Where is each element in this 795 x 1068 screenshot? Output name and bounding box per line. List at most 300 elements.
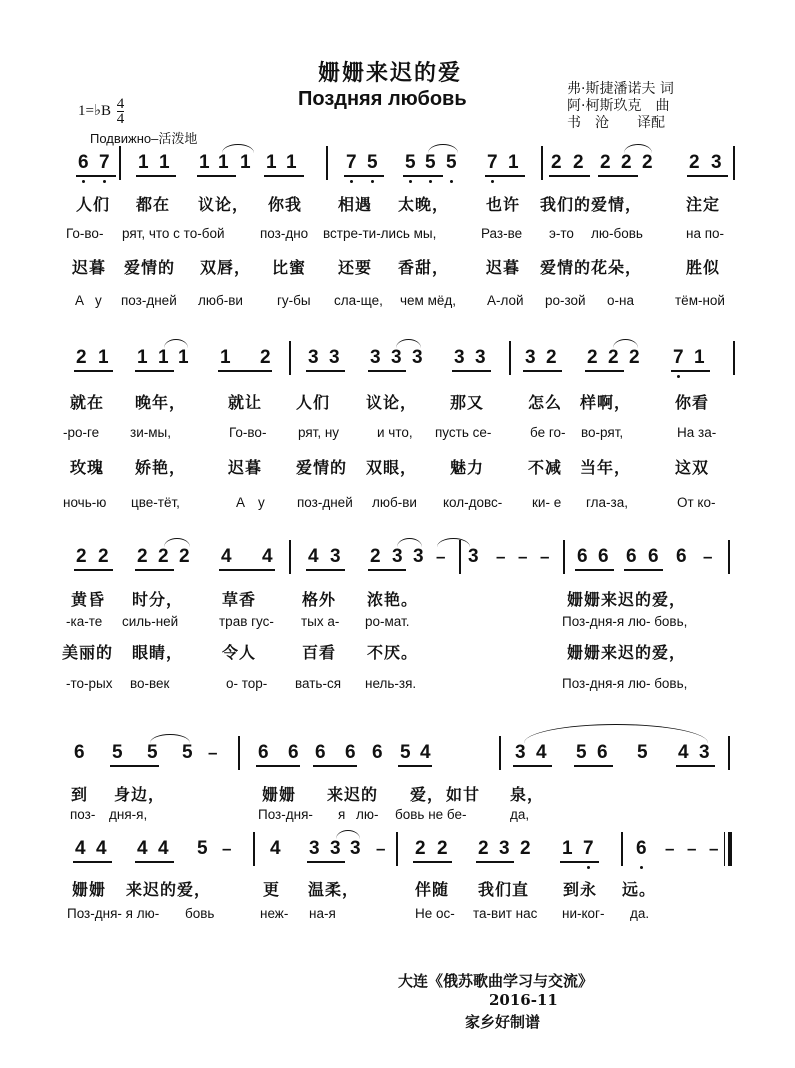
tie-slur <box>613 339 638 348</box>
note: 3 <box>370 347 381 368</box>
note: 4 <box>158 838 169 859</box>
tie-slur <box>164 538 190 547</box>
beam-underline <box>560 861 599 863</box>
note: 6 <box>626 546 637 567</box>
lyric-chinese: 令人 <box>222 643 257 662</box>
beam-underline <box>264 175 304 177</box>
beam-underline <box>452 370 491 372</box>
beam-underline <box>398 765 432 767</box>
bar-line <box>728 736 730 770</box>
note: 4 <box>96 838 107 859</box>
beam-underline <box>110 765 159 767</box>
note: 3 <box>711 152 722 173</box>
beam-underline <box>76 175 116 177</box>
note: 3 <box>392 546 403 567</box>
lyric-chinese: 你看 <box>675 393 710 412</box>
note: 5 <box>446 152 457 173</box>
lyric-chinese: 不厌。 <box>367 643 419 662</box>
note: 1 <box>159 152 170 173</box>
note: 5 <box>425 152 436 173</box>
lyric-russian: поз- <box>70 807 96 822</box>
lyric-russian: А-лой <box>487 293 524 308</box>
lyric-chinese: 魅力 <box>450 458 485 477</box>
bar-line <box>563 540 565 574</box>
note: 5 <box>147 742 158 763</box>
lyric-chinese: 娇艳， <box>135 458 187 477</box>
note: 5 <box>400 742 411 763</box>
beam-underline <box>74 569 113 571</box>
footer-date: 2016-11 <box>489 991 558 1009</box>
beam-underline <box>307 861 345 863</box>
lyric-russian: рят, ну <box>298 425 340 440</box>
note: 7 <box>487 152 498 173</box>
lyric-chinese: 都在 <box>136 195 171 214</box>
lyric-russian: Го-во- <box>229 425 267 440</box>
lyric-russian: А <box>236 495 246 510</box>
final-bar-line-thick <box>728 832 732 866</box>
lyric-chinese: 到永 <box>563 880 598 899</box>
lyric-russian: да, <box>510 807 530 822</box>
lyric-russian: лю-бовь <box>591 226 643 241</box>
lyric-chinese: 到 <box>71 785 89 804</box>
lyric-russian: пусть се- <box>435 425 492 440</box>
note: 2 <box>158 546 169 567</box>
lyric-russian: тых а- <box>301 614 340 629</box>
note: 3 <box>391 347 402 368</box>
note: 6 <box>676 546 687 567</box>
note: 1 <box>220 347 231 368</box>
beam-underline <box>575 569 614 571</box>
note: 6 <box>288 742 299 763</box>
note: 3 <box>350 838 361 859</box>
beam-underline <box>676 765 715 767</box>
beam-underline <box>523 370 562 372</box>
note: 3 <box>525 347 536 368</box>
beam-underline <box>219 569 275 571</box>
note: 6 <box>597 742 608 763</box>
tempo-marking: Подвижно–活泼地 <box>90 131 198 146</box>
note: 1 <box>240 152 251 173</box>
time-sig-top: 4 <box>116 96 125 112</box>
note: 2 <box>573 152 584 173</box>
lyric-chinese: 美丽的 <box>62 643 114 662</box>
note: 3 <box>699 742 710 763</box>
note: 3 <box>475 347 486 368</box>
note: 3 <box>454 347 465 368</box>
lyric-russian: ро-мат. <box>365 614 410 629</box>
lyric-russian: рят, что с то-бой <box>122 226 225 241</box>
note: 4 <box>270 838 281 859</box>
lyric-chinese: 迟暮 <box>486 258 521 277</box>
lyric-russian: -ка-те <box>66 614 103 629</box>
lyric-chinese: 比蜜 <box>272 258 307 277</box>
note: 2 <box>179 546 190 567</box>
tie-slur <box>164 339 188 348</box>
lyric-chinese: 议论， <box>366 393 418 412</box>
lyric-chinese: 玫瑰 <box>70 458 105 477</box>
lyric-russian: зи-мы, <box>130 425 171 440</box>
note: 3 <box>468 546 479 567</box>
lyric-russian: во-век <box>130 676 170 691</box>
note: 1 <box>138 152 149 173</box>
lyric-russian: люб-ви <box>372 495 417 510</box>
beam-underline <box>671 370 710 372</box>
lyric-russian: -ро-ге <box>63 425 100 440</box>
lyricist-credit: 弗·斯捷潘诺夫 词 <box>567 81 674 97</box>
note: 3 <box>412 347 423 368</box>
note: 4 <box>137 838 148 859</box>
beam-underline <box>135 861 174 863</box>
lyric-russian: На за- <box>677 425 717 440</box>
bar-line <box>289 341 291 375</box>
note: 3 <box>413 546 424 567</box>
lyric-chinese: 议论， <box>198 195 250 214</box>
lyric-russian: Поз-дня-я лю- бовь, <box>562 676 688 691</box>
note: 3 <box>330 546 341 567</box>
beam-underline <box>368 370 406 372</box>
lyric-russian: о-на <box>607 293 634 308</box>
lyric-russian: лю- <box>356 807 379 822</box>
lyric-russian: ки- е <box>532 495 562 510</box>
lyric-chinese: 泉， <box>510 785 545 804</box>
note: 1 <box>694 347 705 368</box>
bar-line <box>733 146 735 180</box>
tie-slur <box>428 144 458 153</box>
lyric-russian: цве-тёт, <box>131 495 180 510</box>
beam-underline <box>403 175 443 177</box>
lyric-chinese: 我们直 <box>478 880 530 899</box>
beam-underline <box>687 175 728 177</box>
lyric-chinese: 姗姗来迟的爱， <box>567 590 687 609</box>
lyric-russian: бе го- <box>530 425 566 440</box>
note: 2 <box>629 347 640 368</box>
note: 2 <box>600 152 611 173</box>
beam-underline <box>368 569 406 571</box>
note: 2 <box>642 152 653 173</box>
lyric-russian: поз-дно <box>260 226 309 241</box>
note: 6 <box>636 838 647 859</box>
lyric-chinese: 远。 <box>622 880 657 899</box>
note: 6 <box>648 546 659 567</box>
lyric-chinese: 我们的爱情， <box>540 195 643 214</box>
lyric-russian: нель-зя. <box>365 676 417 691</box>
lyric-russian: Не ос- <box>415 906 455 921</box>
lyric-chinese: 就让 <box>228 393 263 412</box>
note: 6 <box>577 546 588 567</box>
beam-underline <box>74 370 113 372</box>
note: 5 <box>197 838 208 859</box>
note: 1 <box>137 347 148 368</box>
lyric-chinese: 人们 <box>296 393 331 412</box>
lyric-russian: ночь-ю <box>63 495 107 510</box>
bar-line <box>733 341 735 375</box>
lyric-chinese: 迟暮 <box>72 258 107 277</box>
lyric-chinese: 样啊， <box>580 393 632 412</box>
song-title-chinese: 姗姗来迟的爱 <box>318 60 463 86</box>
note: 5 <box>576 742 587 763</box>
lyric-russian: и что, <box>377 425 413 440</box>
sustain-dash: – <box>436 547 446 566</box>
lyric-chinese: 眼睛， <box>132 643 184 662</box>
lyric-russian: неж- <box>260 906 289 921</box>
lyric-chinese: 这双 <box>675 458 710 477</box>
beam-underline <box>476 861 514 863</box>
lyric-chinese: 伴随 <box>415 880 450 899</box>
lyric-russian: А <box>75 293 85 308</box>
beam-underline <box>73 861 112 863</box>
lyric-chinese: 当年， <box>580 458 632 477</box>
note: 5 <box>405 152 416 173</box>
bar-line <box>326 146 328 180</box>
note: 2 <box>551 152 562 173</box>
note: 7 <box>99 152 110 173</box>
beam-underline <box>136 175 176 177</box>
note: 7 <box>673 347 684 368</box>
tie-slur <box>222 144 254 153</box>
lyric-chinese: 注定 <box>686 195 721 214</box>
sustain-dash: – <box>518 547 528 566</box>
lyric-chinese: 双唇， <box>200 258 252 277</box>
lyric-russian: Поз-дня-я лю- бовь, <box>562 614 688 629</box>
note: 5 <box>367 152 378 173</box>
note: 2 <box>621 152 632 173</box>
beam-underline <box>256 765 300 767</box>
beam-underline <box>624 569 663 571</box>
note: 1 <box>562 838 573 859</box>
note: 2 <box>76 546 87 567</box>
note: 6 <box>78 152 89 173</box>
note: 2 <box>689 152 700 173</box>
note: 6 <box>372 742 383 763</box>
lyric-chinese: 来迟的爱， <box>126 880 212 899</box>
lyric-chinese: 相遇 <box>338 195 373 214</box>
lyric-russian: да. <box>630 906 650 921</box>
lyric-chinese: 爱情的 <box>296 458 348 477</box>
beam-underline <box>218 370 272 372</box>
key-signature <box>78 97 124 126</box>
lyric-chinese: 姗姗 <box>72 880 107 899</box>
lyric-russian: гла-за, <box>586 495 628 510</box>
note: 4 <box>308 546 319 567</box>
bar-line <box>238 736 240 770</box>
beam-underline <box>513 765 552 767</box>
lyric-russian: вать-ся <box>295 676 342 691</box>
note: 4 <box>678 742 689 763</box>
note: 1 <box>218 152 229 173</box>
beam-underline <box>313 765 357 767</box>
note: 2 <box>587 347 598 368</box>
lyric-russian: поз-дней <box>297 495 353 510</box>
note: 6 <box>258 742 269 763</box>
lyric-chinese: 那又 <box>450 393 485 412</box>
lyric-chinese: 爱， <box>410 785 445 804</box>
bar-line <box>509 341 511 375</box>
lyric-russian: люб-ви <box>198 293 243 308</box>
lyric-russian: встре-ти-лись мы, <box>323 226 437 241</box>
note: 3 <box>515 742 526 763</box>
bar-line <box>253 832 255 866</box>
lyric-chinese: 人们 <box>76 195 111 214</box>
note: 1 <box>508 152 519 173</box>
lyric-chinese: 格外 <box>302 590 337 609</box>
note: 3 <box>499 838 510 859</box>
tie-slur <box>336 830 360 839</box>
beam-underline <box>549 175 590 177</box>
lyric-russian: сла-ще, <box>334 293 383 308</box>
note: 2 <box>478 838 489 859</box>
final-bar-line-thin <box>724 832 725 866</box>
bar-line <box>289 540 291 574</box>
lyric-russian: у <box>95 293 102 308</box>
sustain-dash: – <box>709 839 719 858</box>
lyric-russian: во-рят, <box>581 425 624 440</box>
lyric-chinese: 身边， <box>114 785 166 804</box>
lyric-chinese: 更 <box>263 880 281 899</box>
note: 1 <box>199 152 210 173</box>
note: 4 <box>221 546 232 567</box>
song-title-russian: Поздняя любовь <box>298 88 467 110</box>
key-label: 1=♭B <box>78 102 112 119</box>
note: 6 <box>345 742 356 763</box>
lyric-russian: Раз-ве <box>481 226 523 241</box>
lyric-chinese: 草香 <box>222 590 257 609</box>
sustain-dash: – <box>496 547 506 566</box>
lyric-russian: чем мёд, <box>400 293 456 308</box>
beam-underline <box>574 765 613 767</box>
note: 2 <box>370 546 381 567</box>
note: 5 <box>637 742 648 763</box>
lyric-russian: гу-бы <box>277 293 311 308</box>
note: 3 <box>309 838 320 859</box>
footer-author: 家乡好制谱 <box>465 1013 541 1031</box>
note: 4 <box>75 838 86 859</box>
lyric-chinese: 百看 <box>302 643 337 662</box>
lyric-chinese: 怎么 <box>528 393 563 412</box>
tie-slur <box>397 538 422 547</box>
lyric-russian: э-то <box>549 226 574 241</box>
lyric-russian: у <box>258 495 265 510</box>
lyric-russian: От ко- <box>677 495 716 510</box>
lyric-russian: на по- <box>686 226 725 241</box>
lyric-russian: дня-я, <box>109 807 148 822</box>
note: 2 <box>520 838 531 859</box>
sustain-dash: – <box>376 839 386 858</box>
note: 2 <box>437 838 448 859</box>
lyric-chinese: 姗姗 <box>262 785 297 804</box>
time-signature <box>117 97 125 126</box>
tie-slur <box>150 734 190 743</box>
note: 2 <box>608 347 619 368</box>
lyric-chinese: 爱情的花朵， <box>540 258 643 277</box>
sustain-dash: – <box>540 547 550 566</box>
lyric-russian: Поз-дня- я лю- <box>67 906 160 921</box>
note: 6 <box>598 546 609 567</box>
lyric-chinese: 太晚， <box>398 195 450 214</box>
lyric-russian: ро-зой <box>545 293 586 308</box>
note: 6 <box>74 742 85 763</box>
beam-underline <box>413 861 452 863</box>
lyric-chinese: 就在 <box>70 393 105 412</box>
sustain-dash: – <box>222 839 232 858</box>
translator-credit: 书 沧 译配 <box>567 115 665 131</box>
footer-source: 大连《俄苏歌曲学习与交流》 <box>398 972 594 990</box>
lyric-chinese: 胜似 <box>686 258 721 277</box>
note: 2 <box>546 347 557 368</box>
beam-underline <box>598 175 638 177</box>
note: 1 <box>266 152 277 173</box>
lyric-chinese: 也许 <box>486 195 521 214</box>
note: 1 <box>98 347 109 368</box>
lyric-russian: Поз-дня- <box>258 807 313 822</box>
lyric-chinese: 黄昏 <box>71 590 106 609</box>
lyric-russian: ни-ког- <box>562 906 605 921</box>
note: 4 <box>536 742 547 763</box>
sustain-dash: – <box>687 839 697 858</box>
lyric-chinese: 晚年， <box>135 393 187 412</box>
lyric-chinese: 迟暮 <box>228 458 263 477</box>
tie-slur <box>437 538 470 547</box>
bar-line <box>119 146 121 180</box>
beam-underline <box>135 569 174 571</box>
bar-line <box>621 832 623 866</box>
lyric-russian: кол-довс- <box>443 495 503 510</box>
beam-underline <box>585 370 624 372</box>
phrase-slur <box>524 724 708 743</box>
lyric-russian: тём-ной <box>675 293 725 308</box>
lyric-chinese: 你我 <box>268 195 303 214</box>
note: 4 <box>262 546 273 567</box>
lyric-russian: бовь <box>185 906 215 921</box>
note: 2 <box>137 546 148 567</box>
bar-line <box>728 540 730 574</box>
lyric-chinese: 姗姗来迟的爱， <box>567 643 687 662</box>
note: 2 <box>76 347 87 368</box>
tie-slur <box>624 144 652 153</box>
lyric-chinese: 时分， <box>132 590 184 609</box>
note: 1 <box>178 347 189 368</box>
note: 1 <box>158 347 169 368</box>
lyric-chinese: 双眼， <box>366 458 418 477</box>
note: 5 <box>182 742 193 763</box>
lyric-russian: на-я <box>309 906 336 921</box>
lyric-chinese: 香甜， <box>398 258 450 277</box>
beam-underline <box>344 175 384 177</box>
composer-credit: 阿·柯斯玖克 曲 <box>567 98 670 114</box>
lyric-chinese: 温柔， <box>308 880 360 899</box>
note: 2 <box>98 546 109 567</box>
lyric-russian: о- тор- <box>226 676 268 691</box>
time-sig-bottom: 4 <box>116 111 125 127</box>
lyric-russian: силь-ней <box>122 614 179 629</box>
note: 6 <box>315 742 326 763</box>
tie-slur <box>396 339 421 348</box>
lyric-russian: я <box>338 807 346 822</box>
lyric-russian: трав гус- <box>219 614 274 629</box>
note: 3 <box>330 838 341 859</box>
lyric-chinese: 不减 <box>528 458 563 477</box>
lyric-russian: поз-дней <box>121 293 177 308</box>
note: 7 <box>346 152 357 173</box>
lyric-chinese: 爱情的 <box>124 258 176 277</box>
sustain-dash: – <box>665 839 675 858</box>
note: 1 <box>286 152 297 173</box>
lyric-russian: та-вит нас <box>473 906 538 921</box>
lyric-russian: Го-во- <box>66 226 104 241</box>
note: 2 <box>260 347 271 368</box>
sustain-dash: – <box>703 547 713 566</box>
lyric-chinese: 如甘 <box>446 785 481 804</box>
lyric-russian: бовь не бе- <box>395 807 467 822</box>
